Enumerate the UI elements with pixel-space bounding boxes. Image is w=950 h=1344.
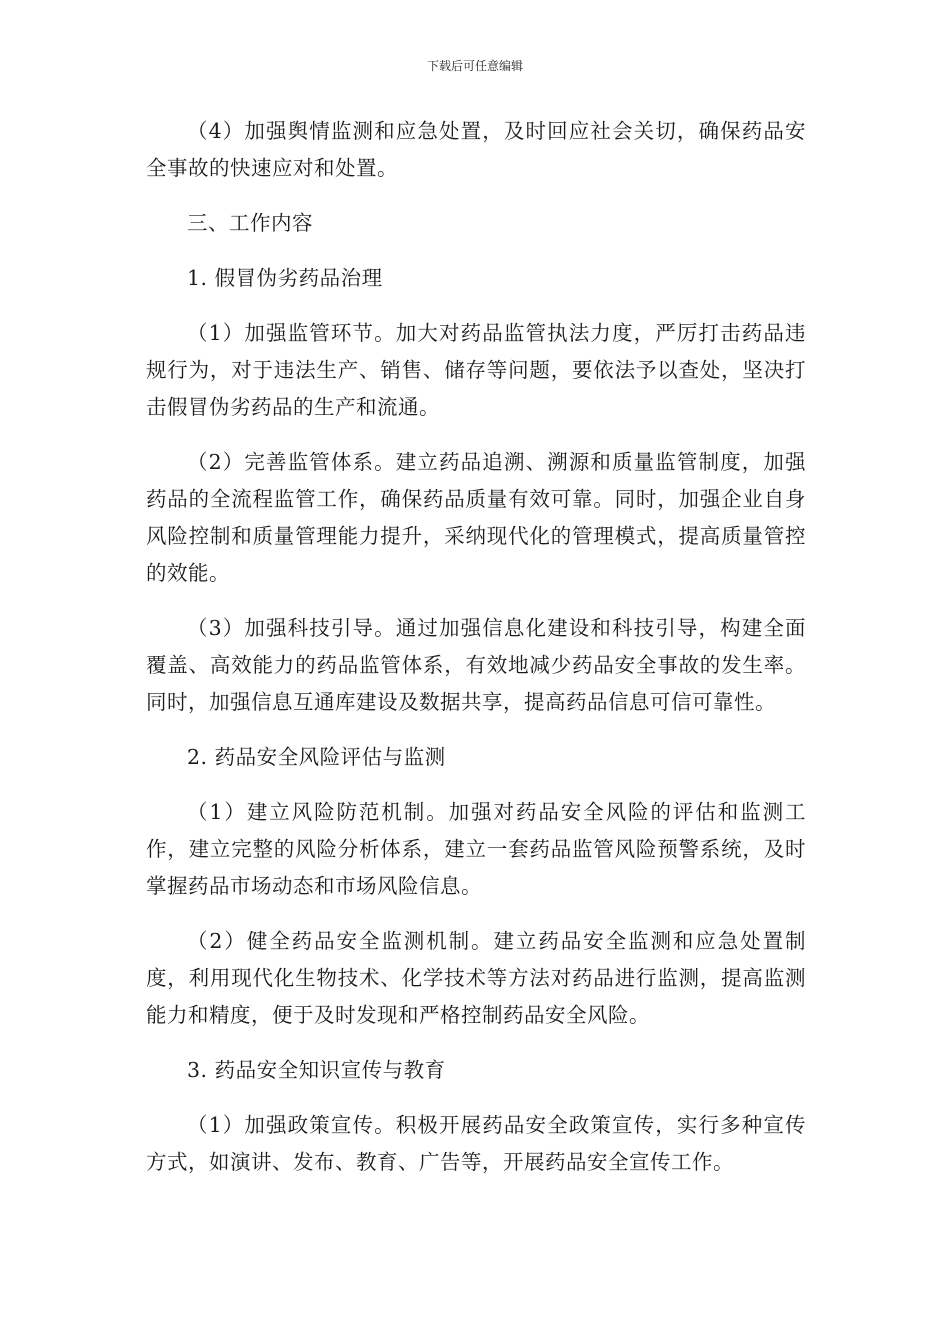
paragraph-3-1: （1）加强政策宣传。积极开展药品安全政策宣传，实行多种宣传方式，如演讲、发布、教育、广告等，开展药品安全宣传工作。 [146,1113,806,1174]
paragraph-1-3: （3）加强科技引导。通过加强信息化建设和科技引导，构建全面覆盖、高效能力的药品监管体系，有效地减少药品安全事故的发生率。同时，加强信息互通库建设及数据共享，提高药品信息可信可靠性。 [146,616,806,714]
subsection-heading-1: 1. 假冒伪劣药品治理 [187,266,383,290]
page-header: 下载后可任意编辑 [426,59,523,73]
paragraph-2-2: （2）健全药品安全监测机制。建立药品安全监测和应急处置制度，利用现代化生物技术、化学技术等方法对药品进行监测，提高监测能力和精度，便于及时发现和严格控制药品安全风险。 [146,929,806,1027]
subsection-heading-2: 2. 药品安全风险评估与监测 [187,745,446,769]
document-body [146,113,806,1199]
paragraph-1-2: （2）完善监管体系。建立药品追溯、溯源和质量监管制度，加强药品的全流程监管工作，确保药品质量有效可靠。同时，加强企业自身风险控制和质量管理能力提升，采纳现代化的管理模式，提高质量管控的效能。 [146,450,806,585]
paragraph-item-4-public-opinion: （4）加强舆情监测和应急处置，及时回应社会关切，确保药品安全事故的快速应对和处置。 [146,119,806,180]
paragraph-1-1: （1）加强监管环节。加大对药品监管执法力度，严厉打击药品违规行为，对于违法生产、销售、储存等问题，要依法予以查处，坚决打击假冒伪劣药品的生产和流通。 [146,321,806,419]
subsection-heading-3: 3. 药品安全知识宣传与教育 [187,1058,446,1082]
section-heading-work-content: 三、工作内容 [187,211,313,235]
paragraph-2-1: （1）建立风险防范机制。加强对药品安全风险的评估和监测工作，建立完整的风险分析体系，建立一套药品监管风险预警系统，及时掌握药品市场动态和市场风险信息。 [146,800,806,898]
